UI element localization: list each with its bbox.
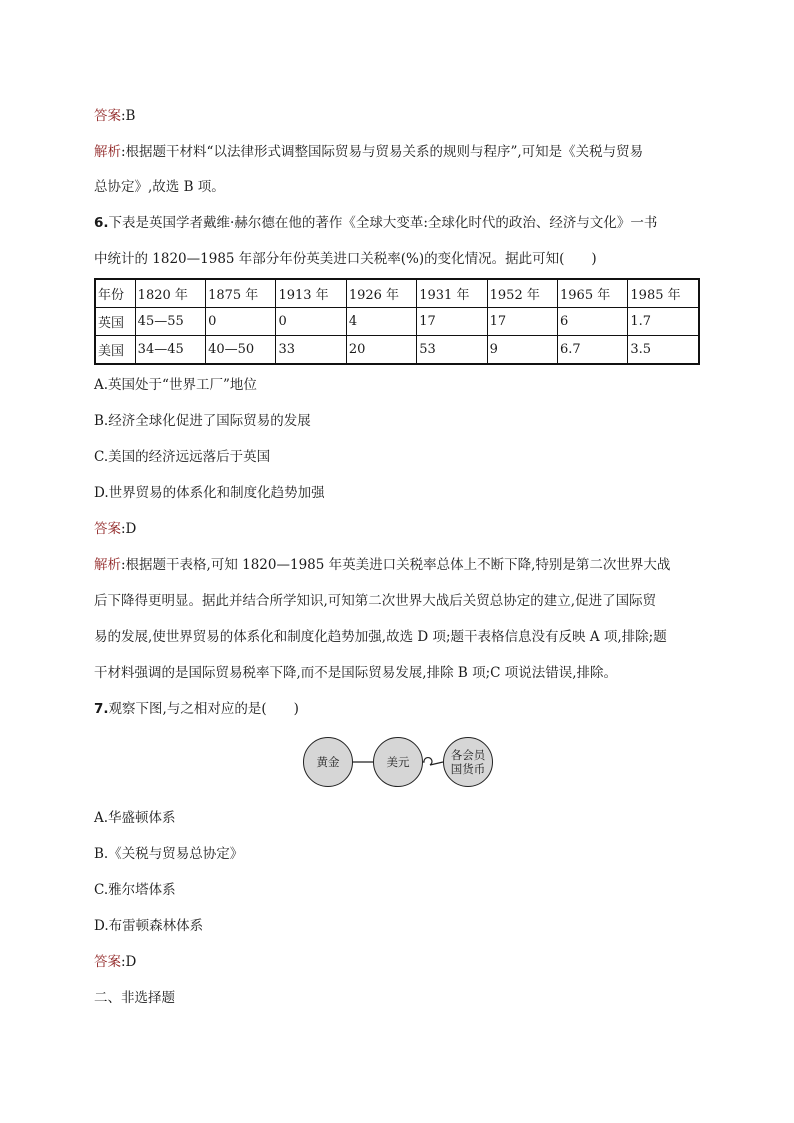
table-cell: 20 — [346, 336, 416, 365]
dollar-currency-hook — [422, 758, 432, 765]
tariff-table — [94, 278, 700, 365]
q7-option-c: C.雅尔塔体系 — [94, 882, 176, 898]
analysis-label: 解析 — [94, 557, 121, 573]
member-currency-node — [443, 737, 493, 787]
table-cell: 17 — [487, 308, 557, 336]
table-cell: 年份 — [95, 279, 135, 308]
answer-value: :D — [121, 954, 137, 970]
q6-option-b: B.经济全球化促进了国际贸易的发展 — [94, 413, 311, 429]
table-cell: 1931 年 — [417, 279, 487, 308]
table-cell: 6 — [558, 308, 628, 336]
table-cell: 英国 — [95, 308, 135, 336]
analysis-label: 解析 — [94, 144, 121, 160]
q7-option-a: A.华盛顿体系 — [94, 810, 176, 826]
question-stem: 观察下图,与之相对应的是( ) — [108, 701, 299, 717]
table-cell: 4 — [346, 308, 416, 336]
q6-stem-line-1 — [94, 213, 657, 233]
q6-answer — [94, 519, 136, 539]
q6-stem-line-2: 中统计的 1820—1985 年部分年份英美进口关税率(%)的变化情况。据此可知( ) — [94, 251, 597, 267]
q5-analysis-line-2: 总协定》,故选 B 项。 — [94, 179, 225, 195]
table-cell: 1952 年 — [487, 279, 557, 308]
table-row — [95, 308, 699, 336]
q6-option-d: D.世界贸易的体系化和制度化趋势加强 — [94, 485, 325, 501]
gold-label: 黄金 — [316, 755, 340, 769]
table-cell: 9 — [487, 336, 557, 365]
section-title: 二、非选择题 — [94, 990, 175, 1006]
table-cell: 1965 年 — [558, 279, 628, 308]
table-cell: 1820 年 — [135, 279, 205, 308]
q6-analysis-line-2: 后下降得更明显。据此并结合所学知识,可知第二次世界大战后关贸总协定的建立,促进了国际贸 — [94, 593, 657, 609]
answer-label: 答案 — [94, 108, 121, 124]
answer-value: :B — [121, 108, 136, 124]
q7-stem — [94, 699, 299, 719]
q6-analysis-line-3: 易的发展,使世界贸易的体系化和制度化趋势加强,故选 D 项;题干表格信息没有反映 A 项,排除;题 — [94, 629, 667, 645]
q6-option-c: C.美国的经济远远落后于英国 — [94, 449, 271, 465]
member-currency-label — [451, 748, 486, 776]
answer-value: :D — [121, 521, 137, 537]
q6-analysis-line-1 — [94, 555, 670, 575]
table-cell: 1.7 — [628, 308, 699, 336]
table-cell: 1926 年 — [346, 279, 416, 308]
table-cell: 1913 年 — [276, 279, 346, 308]
q7-answer — [94, 952, 136, 972]
table-cell: 美国 — [95, 336, 135, 365]
table-cell: 1875 年 — [206, 279, 276, 308]
q6-analysis-line-4: 干材料强调的是国际贸易税率下降,而不是国际贸易发展,排除 B 项;C 项说法错误,排除。 — [94, 665, 618, 681]
q5-answer — [94, 106, 135, 126]
table-cell: 45—55 — [135, 308, 205, 336]
analysis-text: :根据题干材料“以法律形式调整国际贸易与贸易关系的规则与程序”,可知是《关税与贸易 — [121, 144, 644, 160]
question-number: 6. — [94, 215, 109, 231]
q6-option-a: A.英国处于“世界工厂”地位 — [94, 377, 257, 393]
table-cell: 6.7 — [558, 336, 628, 365]
dollar-node — [373, 737, 423, 787]
table-cell: 1985 年 — [628, 279, 699, 308]
question-stem: 下表是英国学者戴维·赫尔德在他的著作《全球大变革:全球化时代的政治、经济与文化》一书 — [108, 215, 658, 231]
q5-analysis-line-1 — [94, 142, 643, 162]
table-cell: 0 — [276, 308, 346, 336]
analysis-text: :根据题干表格,可知 1820—1985 年英美进口关税率总体上不断下降,特别是第二次世界大战 — [121, 557, 671, 573]
answer-label: 答案 — [94, 521, 121, 537]
member-currency-line-1: 各会员 — [450, 748, 486, 762]
table-cell: 40—50 — [206, 336, 276, 365]
dollar-label: 美元 — [386, 755, 410, 769]
table-row — [95, 336, 699, 365]
member-currency-line-2: 国货币 — [450, 762, 486, 776]
answer-label: 答案 — [94, 954, 121, 970]
table-header-row — [95, 279, 699, 308]
q7-option-b: B.《关税与贸易总协定》 — [94, 846, 244, 862]
q7-option-d: D.布雷顿森林体系 — [94, 918, 204, 934]
table-cell: 33 — [276, 336, 346, 365]
question-number: 7. — [94, 701, 109, 717]
gold-node — [303, 737, 353, 787]
table-cell: 53 — [417, 336, 487, 365]
table-cell: 0 — [206, 308, 276, 336]
currency-system-diagram — [300, 735, 495, 793]
table-cell: 17 — [417, 308, 487, 336]
table-cell: 34—45 — [135, 336, 205, 365]
table-cell: 3.5 — [628, 336, 699, 365]
